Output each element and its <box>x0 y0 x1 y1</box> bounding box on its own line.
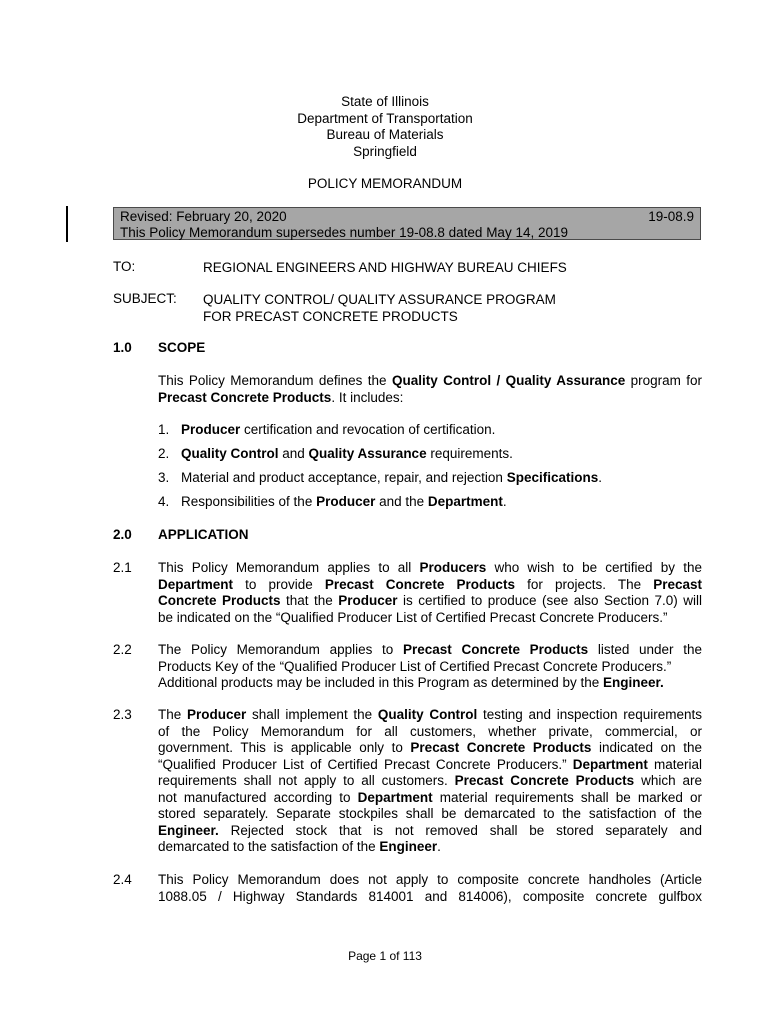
paragraph-2-1: This Policy Memorandum applies to all Producers who wish to be certified by the Department to provide Precast Concrete Products for projects. The Precast Concrete Products that the Producer is certified to produce (see also Section 7.0) will be indicated on the “Qualified Producer List of Certified Precast Concrete Producers.” <box>158 560 703 625</box>
revised-date: Revised: February 20, 2020 <box>120 209 287 224</box>
paragraph-number: 2.1 <box>113 560 132 575</box>
section-2-number: 2.0 <box>113 527 132 542</box>
section-1-title: SCOPE <box>158 340 206 355</box>
paragraph-number: 2.3 <box>113 707 132 722</box>
subject-value <box>203 291 556 325</box>
subject-line-2: FOR PRECAST CONCRETE PRODUCTS <box>203 309 458 324</box>
header-line-state: State of Illinois <box>341 94 429 109</box>
paragraph-number: 2.4 <box>113 872 132 887</box>
to-label: TO: <box>113 259 136 274</box>
scope-list <box>158 422 702 518</box>
memo-title: POLICY MEMORANDUM <box>307 176 463 191</box>
to-value: REGIONAL ENGINEERS AND HIGHWAY BUREAU CHIEFS <box>203 260 567 275</box>
page-number: Page 1 of 113 <box>348 949 422 963</box>
supersedes-note: This Policy Memorandum supersedes number 19-08.8 dated May 14, 2019 <box>120 224 568 240</box>
revision-box <box>113 207 701 240</box>
header-line-department: Department of Transportation <box>297 110 473 126</box>
paragraph-2-4: This Policy Memorandum does not apply to composite concrete handholes (Article 1088.05 / Highway Standards 814001 and 814006), composite concrete gulfbox <box>158 872 702 904</box>
header-line-city: Springfield <box>353 143 417 159</box>
paragraph-number: 2.2 <box>113 642 132 657</box>
memo-number: 19-08.9 <box>648 209 694 224</box>
scope-intro: This Policy Memorandum defines the Quality Control / Quality Assurance program for Precast Concrete Products. It includes: <box>158 373 703 405</box>
list-item: 2. Quality Control and Quality Assurance requirements. <box>158 446 513 461</box>
section-1-number: 1.0 <box>113 340 132 355</box>
list-item: 4. Responsibilities of the Producer and the Department. <box>158 494 507 509</box>
header-line-bureau: Bureau of Materials <box>326 127 444 142</box>
section-2-title: APPLICATION <box>158 527 249 542</box>
subject-line-1: QUALITY CONTROL/ QUALITY ASSURANCE PROGRAM <box>203 292 556 307</box>
list-item: 3. Material and product acceptance, repair, and rejection Specifications. <box>158 470 602 485</box>
subject-label: SUBJECT: <box>113 291 177 306</box>
agency-header <box>0 94 770 160</box>
list-item: 1. Producer certification and revocation of certification. <box>158 422 496 437</box>
revision-change-bar <box>66 206 68 242</box>
paragraph-2-2: The Policy Memorandum applies to Precast Concrete Products listed under the Products Key of the “Qualified Producer List of Certified Precast Concrete Producers.” Additional products may be included in this Program as determined by the Engineer. <box>158 642 702 690</box>
paragraph-2-3: The Producer shall implement the Quality Control testing and inspection requirements of the Policy Memorandum for all customers, whether private, commercial, or government. This is applicable only to Precast Concrete Products indicated on the “Qualified Producer List of Certified Precast Concrete Producers.” Department material requirements shall not apply to all customers. Precast Concrete Products which are not manufactured according to Department material requirements shall be marked or stored separately. Separate stockpiles shall be demarcated to the satisfaction of the Engineer. Rejected stock that is not removed shall be stored separately and demarcated to the satisfaction of the Engineer. <box>158 707 703 854</box>
